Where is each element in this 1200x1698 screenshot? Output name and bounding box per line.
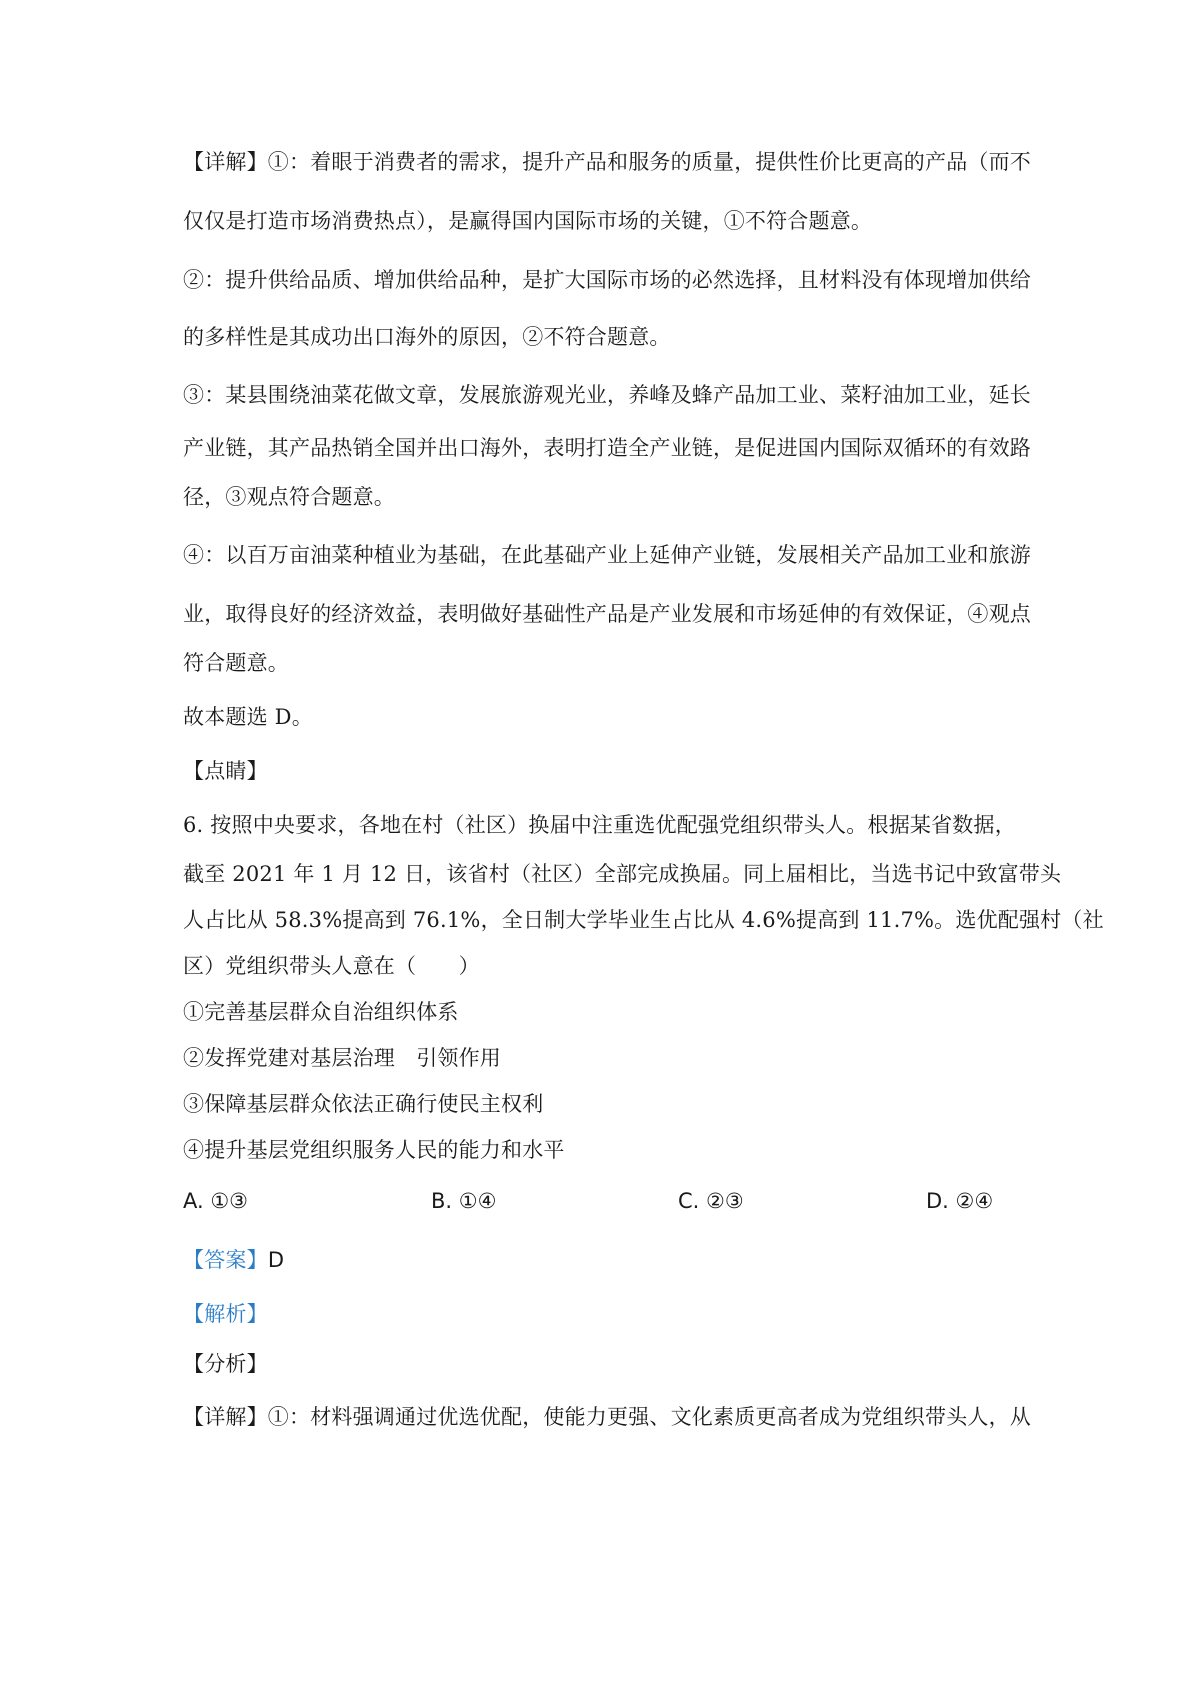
detail-paragraph-line: 符合题意。 — [183, 651, 289, 675]
detail-paragraph-line: ③：某县围绕油菜花做文章，发展旅游观光业，养峰及蜂产品加工业、菜籽油加工业，延长 — [183, 383, 1031, 407]
detail-paragraph-line: ②：提升供给品质、增加供给品种，是扩大国际市场的必然选择，且材料没有体现增加供给 — [183, 268, 1031, 292]
fenxi-label: 【分析】 — [183, 1352, 268, 1376]
detail-paragraph-line: 【详解】①：材料强调通过优选优配，使能力更强、文化素质更高者成为党组织带头人，从 — [183, 1405, 1031, 1429]
statement-2: ②发挥党建对基层治理 引领作用 — [183, 1046, 501, 1070]
detail-paragraph-line: ④：以百万亩油菜种植业为基础，在此基础产业上延伸产业链，发展相关产品加工业和旅游 — [183, 543, 1031, 567]
answer-options — [183, 1186, 1033, 1216]
statement-1: ①完善基层群众自治组织体系 — [183, 1000, 459, 1024]
answer-label: 【答案】 — [183, 1248, 268, 1272]
statement-4: ④提升基层党组织服务人民的能力和水平 — [183, 1138, 565, 1162]
detail-paragraph-line: 径，③观点符合题意。 — [183, 485, 395, 509]
dianjing-heading: 【点睛】 — [183, 759, 268, 783]
detail-paragraph-line: 的多样性是其成功出口海外的原因，②不符合题意。 — [183, 325, 671, 349]
question-stem-line: 6. 按照中央要求，各地在村（社区）换届中注重选优配强党组织带头人。根据某省数据， — [183, 813, 1016, 837]
answer-value: D — [267, 1248, 285, 1272]
question-stem-line: 人占比从 58.3%提高到 76.1%，全日制大学毕业生占比从 4.6%提高到 11.7%。选优配强村（社 — [183, 908, 1104, 932]
option-d: D. ②④ — [926, 1189, 994, 1213]
detail-paragraph-line: 【详解】①：着眼于消费者的需求，提升产品和服务的质量，提供性价比更高的产品（而不 — [183, 150, 1031, 174]
statement-3: ③保障基层群众依法正确行使民主权利 — [183, 1092, 544, 1116]
answer-line — [183, 1245, 1033, 1275]
option-a: A. ①③ — [183, 1189, 248, 1213]
detail-paragraph-line: 产业链，其产品热销全国并出口海外，表明打造全产业链，是促进国内国际双循环的有效路 — [183, 436, 1031, 460]
conclusion-line: 故本题选 D。 — [183, 705, 313, 729]
analysis-label: 【解析】 — [183, 1302, 268, 1326]
detail-paragraph-line: 仅仅是打造市场消费热点），是赢得国内国际市场的关键，①不符合题意。 — [183, 209, 873, 233]
option-c: C. ②③ — [678, 1189, 744, 1213]
detail-paragraph-line: 业，取得良好的经济效益，表明做好基础性产品是产业发展和市场延伸的有效保证，④观点 — [183, 602, 1031, 626]
question-stem-line: 截至 2021 年 1 月 12 日，该省村（社区）全部完成换届。同上届相比，当选书记中致富带头 — [183, 862, 1062, 886]
option-b: B. ①④ — [431, 1189, 497, 1213]
question-stem-line: 区）党组织带头人意在（ ） — [183, 954, 480, 978]
